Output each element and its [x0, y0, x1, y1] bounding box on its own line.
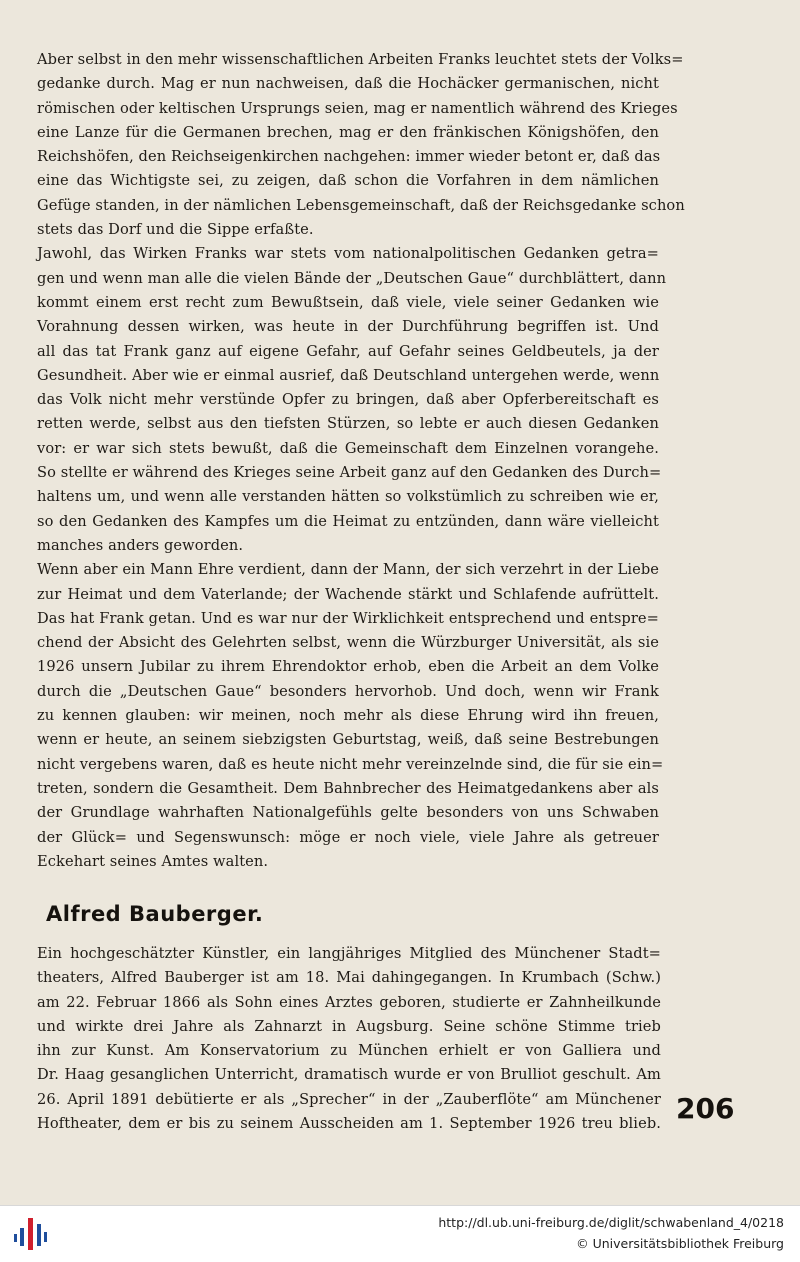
text-line: am 22. Februar 1866 als Sohn eines Arztes geboren, studierte er Zahnheilkunde	[37, 993, 661, 1011]
text-line: zur Heimat und dem Vaterlande; der Wachende stärkt und Schlafende aufrüttelt.	[37, 585, 659, 603]
text-line: eine Lanze für die Germanen brechen, mag er den fränkischen Königshöfen, den	[37, 123, 659, 141]
text-line: theaters, Alfred Bauberger ist am 18. Mai dahingegangen. In Krumbach (Schw.)	[37, 969, 661, 987]
text-line: Jawohl, das Wirken Franks war stets vom nationalpolitischen Gedanken getra=	[37, 245, 659, 263]
text-line: kommt einem erst recht zum Bewußtsein, daß viele, viele seiner Gedanken wie	[37, 293, 659, 311]
text-line: Gefüge standen, in der nämlichen Lebensgemeinschaft, daß der Reichsgedanke schon	[37, 196, 685, 214]
text-line: all das tat Frank ganz auf eigene Gefahr, auf Gefahr seines Geldbeutels, ja der	[37, 342, 659, 360]
text-line: vor: er war sich stets bewußt, daß die Gemeinschaft dem Einzelnen vorangehe.	[37, 439, 659, 457]
text-line: Dr. Haag gesanglichen Unterricht, dramatisch wurde er von Brulliot geschult. Am	[37, 1066, 661, 1084]
text-line: retten werde, selbst aus den tiefsten Stürzen, so lebte er auch diesen Gedanken	[37, 415, 659, 433]
text-line: Aber selbst in den mehr wissenschaftlichen Arbeiten Franks leuchtet stets der Volks=	[37, 51, 684, 68]
text-line: Eckehart seines Amtes walten.	[37, 852, 269, 870]
text-line: römischen oder keltischen Ursprungs seien, mag er namentlich während des Krieges	[37, 99, 678, 117]
copyright-notice: © Universitätsbibliothek Freiburg	[576, 1236, 784, 1251]
text-line: Das hat Frank getan. Und es war nur der Wirklichkeit entsprechend und entspre=	[37, 609, 659, 627]
text-line: zu kennen glauben: wir meinen, noch mehr als diese Ehrung wird ihn freuen,	[37, 707, 659, 725]
text-line: treten, sondern die Gesamtheit. Dem Bahnbrecher des Heimatgedankens aber als	[37, 779, 659, 797]
viewer-footer	[0, 1205, 800, 1262]
text-line: eine das Wichtigste sei, zu zeigen, daß schon die Vorfahren in dem nämlichen	[37, 172, 659, 190]
text-line: Gesundheit. Aber wie er einmal ausrief, daß Deutschland untergehen werde, wenn	[37, 366, 660, 384]
text-line: der Grundlage wahrhaften Nationalgefühls gelte besonders von uns Schwaben	[37, 804, 659, 822]
text-line: Wenn aber ein Mann Ehre verdient, dann der Mann, der sich verzehrt in der Liebe	[37, 561, 659, 579]
text-line: wenn er heute, an seinem siebzigsten Geburtstag, weiß, daß seine Bestrebungen	[37, 731, 659, 749]
section-heading: Alfred Bauberger.	[46, 902, 264, 926]
library-logo-icon	[12, 1214, 50, 1254]
text-line: so den Gedanken des Kampfes um die Heimat zu entzünden, dann wäre vielleicht	[37, 512, 659, 530]
text-line: So stellte er während des Krieges seine Arbeit ganz auf den Gedanken des Durch=	[37, 464, 662, 482]
text-line: haltens um, und wenn alle verstanden hätten so volkstümlich zu schreiben wie er,	[37, 488, 659, 506]
text-line: Hoftheater, dem er bis zu seinem Ausscheiden am 1. September 1926 treu blieb.	[37, 1115, 661, 1133]
text-line: der Glück= und Segenswunsch: möge er noch viele, viele Jahre als getreuer	[37, 828, 659, 846]
text-line: das Volk nicht mehr verstünde Opfer zu bringen, daß aber Opferbereitschaft es	[37, 391, 659, 409]
text-line: Reichshöfen, den Reichseigenkirchen nachgehen: immer wieder betont er, daß das	[37, 148, 661, 166]
text-line: 26. April 1891 debütierte er als „Sprecher“ in der „Zauberflöte“ am Münchener	[37, 1090, 661, 1108]
text-line: nicht vergebens waren, daß es heute nicht mehr vereinzelnde sind, die für sie ein=	[37, 755, 664, 773]
text-line: 1926 unsern Jubilar zu ihrem Ehrendoktor erhob, eben die Arbeit an dem Volke	[37, 658, 659, 676]
text-line: chend der Absicht des Gelehrten selbst, wenn die Würzburger Universität, als sie	[37, 634, 659, 652]
section-text-block	[37, 942, 661, 1136]
permalink-url[interactable]: http://dl.ub.uni-freiburg.de/diglit/schwabenland_4/0218	[438, 1215, 784, 1230]
text-line: Ein hochgeschätzter Künstler, ein langjähriges Mitglied des Münchener Stadt=	[37, 945, 661, 962]
text-line: gedanke durch. Mag er nun nachweisen, daß die Hochäcker germanischen, nicht	[37, 75, 659, 93]
text-line: und wirkte drei Jahre als Zahnarzt in Augsburg. Seine schöne Stimme trieb	[37, 1017, 661, 1035]
text-line: manches anders geworden.	[37, 536, 244, 554]
page-number: 206	[676, 1092, 735, 1125]
text-line: stets das Dorf und die Sippe erfaßte.	[37, 221, 314, 239]
text-line: durch die „Deutschen Gaue“ besonders hervorhob. Und doch, wenn wir Frank	[37, 682, 659, 700]
text-line: ihn zur Kunst. Am Konservatorium zu München erhielt er von Galliera und	[37, 1042, 661, 1060]
text-line: Vorahnung dessen wirken, was heute in der Durchführung begriffen ist. Und	[37, 318, 659, 336]
main-text-block	[37, 48, 685, 874]
text-line: gen und wenn man alle die vielen Bände der „Deutschen Gaue“ durchblättert, dann	[37, 269, 667, 287]
